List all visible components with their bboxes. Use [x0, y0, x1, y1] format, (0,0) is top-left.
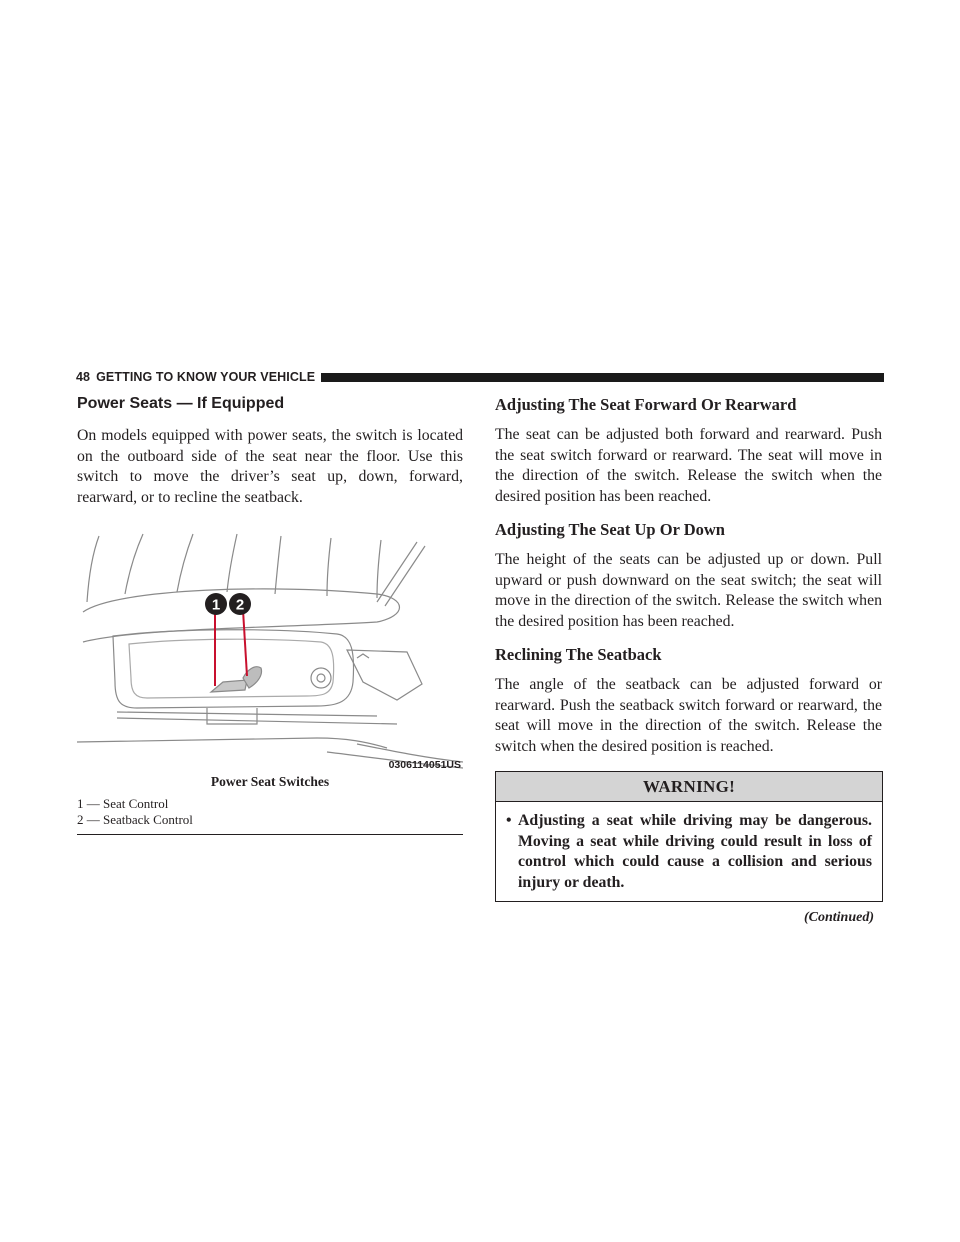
continued-note: (Continued) — [803, 910, 874, 925]
warning-title: WARNING! — [496, 772, 882, 802]
reclining-heading: Reclining The Seatback — [495, 645, 662, 664]
header-rule — [321, 373, 884, 382]
left-column — [77, 394, 463, 835]
warning-text: Adjusting a seat while driving may be dangerous. Moving a seat while driving could result in loss of control which could cause a collision and serious injury or death. — [518, 812, 872, 891]
section-title: GETTING TO KNOW YOUR VEHICLE — [96, 370, 316, 384]
page-number: 48 — [76, 370, 91, 384]
figure-legend — [77, 796, 463, 828]
legend-item-seatback-control: 2 — Seatback Control — [77, 812, 193, 827]
callout-2: 2 — [235, 596, 245, 614]
up-down-heading: Adjusting The Seat Up Or Down — [495, 520, 725, 539]
figure-rule — [77, 834, 463, 835]
page-header — [76, 369, 884, 385]
image-code: 0306114051US — [388, 759, 461, 771]
seat-illustration — [77, 532, 463, 772]
warning-box — [495, 771, 883, 902]
up-down-text: The height of the seats can be adjusted up or down. Pull upward or push downward on the seat switch; the seat will move in the direction of the switch. Release the switch when the desired position has been reached. — [495, 551, 882, 630]
power-seat-switches-figure — [77, 532, 463, 772]
warning-item — [506, 811, 872, 893]
power-seats-paragraph: On models equipped with power seats, the switch is located on the outboard side of the seat near the floor. Use this switch to move the driver’s seat up, down, forward, rearward, or to recline the seatback. — [77, 427, 463, 506]
forward-rearward-heading: Adjusting The Seat Forward Or Rearward — [495, 395, 797, 414]
callout-1: 1 — [211, 596, 221, 614]
reclining-text: The angle of the seatback can be adjusted forward or rearward. Push the seatback switch forward or rearward, the seat will move in the direction of the switch. Release the switch when the desired position is reached. — [495, 676, 882, 755]
right-column — [495, 394, 882, 926]
warning-body — [496, 802, 882, 901]
figure-caption: Power Seat Switches — [210, 774, 330, 789]
legend-item-seat-control: 1 — Seat Control — [77, 796, 169, 811]
bullet: • — [506, 812, 512, 829]
power-seats-heading: Power Seats — If Equipped — [77, 395, 285, 412]
forward-rearward-text: The seat can be adjusted both forward and rearward. Push the seat switch forward or rearward. The seat will move in the direction of the switch. Release the switch when the desired position has been reached. — [495, 426, 882, 505]
